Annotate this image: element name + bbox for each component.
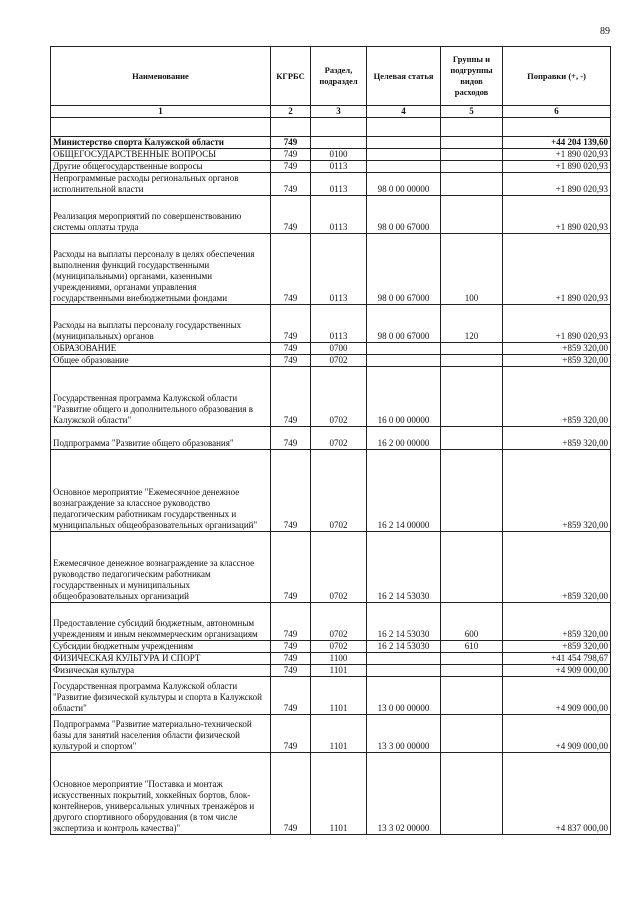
row-kgrbs: 749: [271, 653, 311, 665]
row-kgrbs: 749: [271, 173, 311, 196]
row-amount: +859 320,00: [503, 603, 611, 641]
row-name: Реализация мероприятий по совершенствованию системы оплаты труда: [51, 196, 271, 234]
row-group: [441, 427, 503, 450]
table-row: [51, 137, 611, 149]
table-row: [51, 161, 611, 173]
row-group: [441, 753, 503, 835]
header-section: Раздел, подраздел: [311, 47, 367, 106]
row-amount: +4 909 000,00: [503, 677, 611, 715]
row-group: [441, 343, 503, 355]
row-section: 1101: [311, 677, 367, 715]
row-name: ФИЗИЧЕСКАЯ КУЛЬТУРА И СПОРТ: [51, 653, 271, 665]
row-name: Ежемесячное денежное вознаграждение за классное руководство педагогическим работникам государственных и муниципальных общеобразовательных организаций: [51, 532, 271, 603]
row-section: 0702: [311, 367, 367, 427]
header-kgrbs: КГРБС: [271, 47, 311, 106]
row-name: Субсидии бюджетным учреждениям: [51, 641, 271, 653]
row-kgrbs: 749: [271, 161, 311, 173]
table-row: [51, 450, 611, 532]
row-target: 98 0 00 67000: [367, 234, 441, 305]
row-kgrbs: 749: [271, 603, 311, 641]
row-amount: +859 320,00: [503, 532, 611, 603]
row-group: [441, 450, 503, 532]
row-target: 13 0 00 00000: [367, 677, 441, 715]
row-group: [441, 665, 503, 677]
row-kgrbs: 749: [271, 753, 311, 835]
row-name: ОБЩЕГОСУДАРСТВЕННЫЕ ВОПРОСЫ: [51, 149, 271, 161]
row-section: 0702: [311, 641, 367, 653]
row-amount: +859 320,00: [503, 641, 611, 653]
row-amount: +4 909 000,00: [503, 715, 611, 753]
row-target: 16 2 14 00000: [367, 450, 441, 532]
row-target: 13 3 02 00000: [367, 753, 441, 835]
row-kgrbs: 749: [271, 196, 311, 234]
row-target: 16 2 14 53030: [367, 532, 441, 603]
row-name: Предоставление субсидий бюджетным, автономным учреждениям и иным некоммерческим организациям: [51, 603, 271, 641]
row-amount: +1 890 020,93: [503, 149, 611, 161]
table-row: [51, 653, 611, 665]
row-target: 98 0 00 67000: [367, 196, 441, 234]
row-amount: +41 454 798,67: [503, 653, 611, 665]
column-number: 6: [503, 106, 611, 118]
row-target: 16 2 14 53030: [367, 641, 441, 653]
column-number: 5: [441, 106, 503, 118]
row-target: [367, 665, 441, 677]
column-number-row: [51, 106, 611, 118]
table-row: [51, 665, 611, 677]
header-amendment: Поправки (+, -): [503, 47, 611, 106]
row-target: 13 3 00 00000: [367, 715, 441, 753]
row-name: Основное мероприятие "Поставка и монтаж искусственных покрытий, хоккейных бортов, блок-контейнеров, универсальных уличных тренажёров и другого спортивного оборудования (в том числе экспертиза и контроль качества)": [51, 753, 271, 835]
row-name: Государственная программа Калужской области "Развитие общего и дополнительного образования в Калужской области": [51, 367, 271, 427]
row-section: 0113: [311, 161, 367, 173]
row-kgrbs: 749: [271, 665, 311, 677]
table-row: [51, 715, 611, 753]
row-kgrbs: 749: [271, 677, 311, 715]
budget-amendments-table: [50, 46, 611, 835]
row-target: [367, 137, 441, 149]
page-number: 89: [600, 26, 610, 37]
table-row: [51, 641, 611, 653]
row-section: 1101: [311, 665, 367, 677]
row-name: Расходы на выплаты персоналу в целях обеспечения выполнения функций государственными (муниципальными) органами, казенными учреждениями, органами управления государственными внебюджетными фондами: [51, 234, 271, 305]
row-section: 0113: [311, 305, 367, 343]
row-target: 16 0 00 00000: [367, 367, 441, 427]
header-row: [51, 47, 611, 106]
row-amount: +859 320,00: [503, 450, 611, 532]
table-row: [51, 149, 611, 161]
row-group: [441, 137, 503, 149]
row-name: Подпрограмма "Развитие общего образования": [51, 427, 271, 450]
row-kgrbs: 749: [271, 450, 311, 532]
row-amount: +4 909 000,00: [503, 665, 611, 677]
row-kgrbs: 749: [271, 367, 311, 427]
row-amount: +859 320,00: [503, 427, 611, 450]
row-target: 98 0 00 00000: [367, 173, 441, 196]
row-group: 120: [441, 305, 503, 343]
row-section: 0702: [311, 532, 367, 603]
row-amount: +1 890 020,93: [503, 196, 611, 234]
header-name: Наименование: [51, 47, 271, 106]
row-section: 0702: [311, 355, 367, 367]
table-row: [51, 343, 611, 355]
table-row: [51, 427, 611, 450]
row-name: Государственная программа Калужской области "Развитие физической культуры и спорта в Калужской области": [51, 677, 271, 715]
row-target: 16 2 14 53030: [367, 603, 441, 641]
header-target: Целевая статья: [367, 47, 441, 106]
row-group: [441, 173, 503, 196]
row-kgrbs: 749: [271, 343, 311, 355]
table-row: [51, 532, 611, 603]
column-number: 3: [311, 106, 367, 118]
table-row: [51, 753, 611, 835]
table-row: [51, 196, 611, 234]
row-amount: +1 890 020,93: [503, 161, 611, 173]
row-group: [441, 161, 503, 173]
table-row: [51, 367, 611, 427]
table-row: [51, 677, 611, 715]
row-section: 1101: [311, 715, 367, 753]
row-kgrbs: 749: [271, 641, 311, 653]
row-target: [367, 355, 441, 367]
row-target: [367, 343, 441, 355]
row-section: 0113: [311, 234, 367, 305]
row-amount: +859 320,00: [503, 343, 611, 355]
row-name: Основное мероприятие "Ежемесячное денежное вознаграждение за классное руководство педагогическим работникам государственных и муниципальных общеобразовательных организаций": [51, 450, 271, 532]
row-section: 0113: [311, 196, 367, 234]
row-amount: +1 890 020,93: [503, 173, 611, 196]
row-target: [367, 149, 441, 161]
column-number: 2: [271, 106, 311, 118]
row-kgrbs: 749: [271, 234, 311, 305]
row-section: 1101: [311, 753, 367, 835]
row-kgrbs: 749: [271, 305, 311, 343]
row-kgrbs: 749: [271, 715, 311, 753]
row-kgrbs: 749: [271, 149, 311, 161]
row-amount: +4 837 000,00: [503, 753, 611, 835]
row-group: [441, 196, 503, 234]
row-group: [441, 367, 503, 427]
row-section: 0100: [311, 149, 367, 161]
row-target: [367, 161, 441, 173]
row-group: [441, 653, 503, 665]
row-amount: +1 890 020,93: [503, 305, 611, 343]
row-amount: +44 204 139,60: [503, 137, 611, 149]
row-section: 0702: [311, 450, 367, 532]
table-row: [51, 173, 611, 196]
row-group: 610: [441, 641, 503, 653]
row-name: Министерство спорта Калужской области: [51, 137, 271, 149]
row-group: [441, 149, 503, 161]
row-section: 1100: [311, 653, 367, 665]
row-section: [311, 137, 367, 149]
row-group: [441, 677, 503, 715]
row-name: Общее образование: [51, 355, 271, 367]
spacer-row: [51, 118, 611, 137]
row-name: Подпрограмма "Развитие материально-технической базы для занятий населения области физической культурой и спортом": [51, 715, 271, 753]
row-section: 0113: [311, 173, 367, 196]
row-group: [441, 355, 503, 367]
column-number: 4: [367, 106, 441, 118]
row-amount: +1 890 020,93: [503, 234, 611, 305]
row-target: 16 2 00 00000: [367, 427, 441, 450]
row-name: Физическая культура: [51, 665, 271, 677]
row-amount: +859 320,00: [503, 367, 611, 427]
row-section: 0700: [311, 343, 367, 355]
row-group: 100: [441, 234, 503, 305]
row-kgrbs: 749: [271, 355, 311, 367]
row-section: 0702: [311, 427, 367, 450]
column-number: 1: [51, 106, 271, 118]
row-amount: +859 320,00: [503, 355, 611, 367]
table-row: [51, 603, 611, 641]
row-kgrbs: 749: [271, 532, 311, 603]
row-group: [441, 532, 503, 603]
row-name: Другие общегосударственные вопросы: [51, 161, 271, 173]
table-row: [51, 234, 611, 305]
row-kgrbs: 749: [271, 137, 311, 149]
row-name: Расходы на выплаты персоналу государственных (муниципальных) органов: [51, 305, 271, 343]
row-name: Непрограммные расходы региональных органов исполнительной власти: [51, 173, 271, 196]
row-group: [441, 715, 503, 753]
table-row: [51, 305, 611, 343]
row-target: [367, 653, 441, 665]
row-section: 0702: [311, 603, 367, 641]
row-kgrbs: 749: [271, 427, 311, 450]
header-group: Группы и подгруппы видов расходов: [441, 47, 503, 106]
row-group: 600: [441, 603, 503, 641]
row-target: 98 0 00 67000: [367, 305, 441, 343]
table-row: [51, 355, 611, 367]
row-name: ОБРАЗОВАНИЕ: [51, 343, 271, 355]
